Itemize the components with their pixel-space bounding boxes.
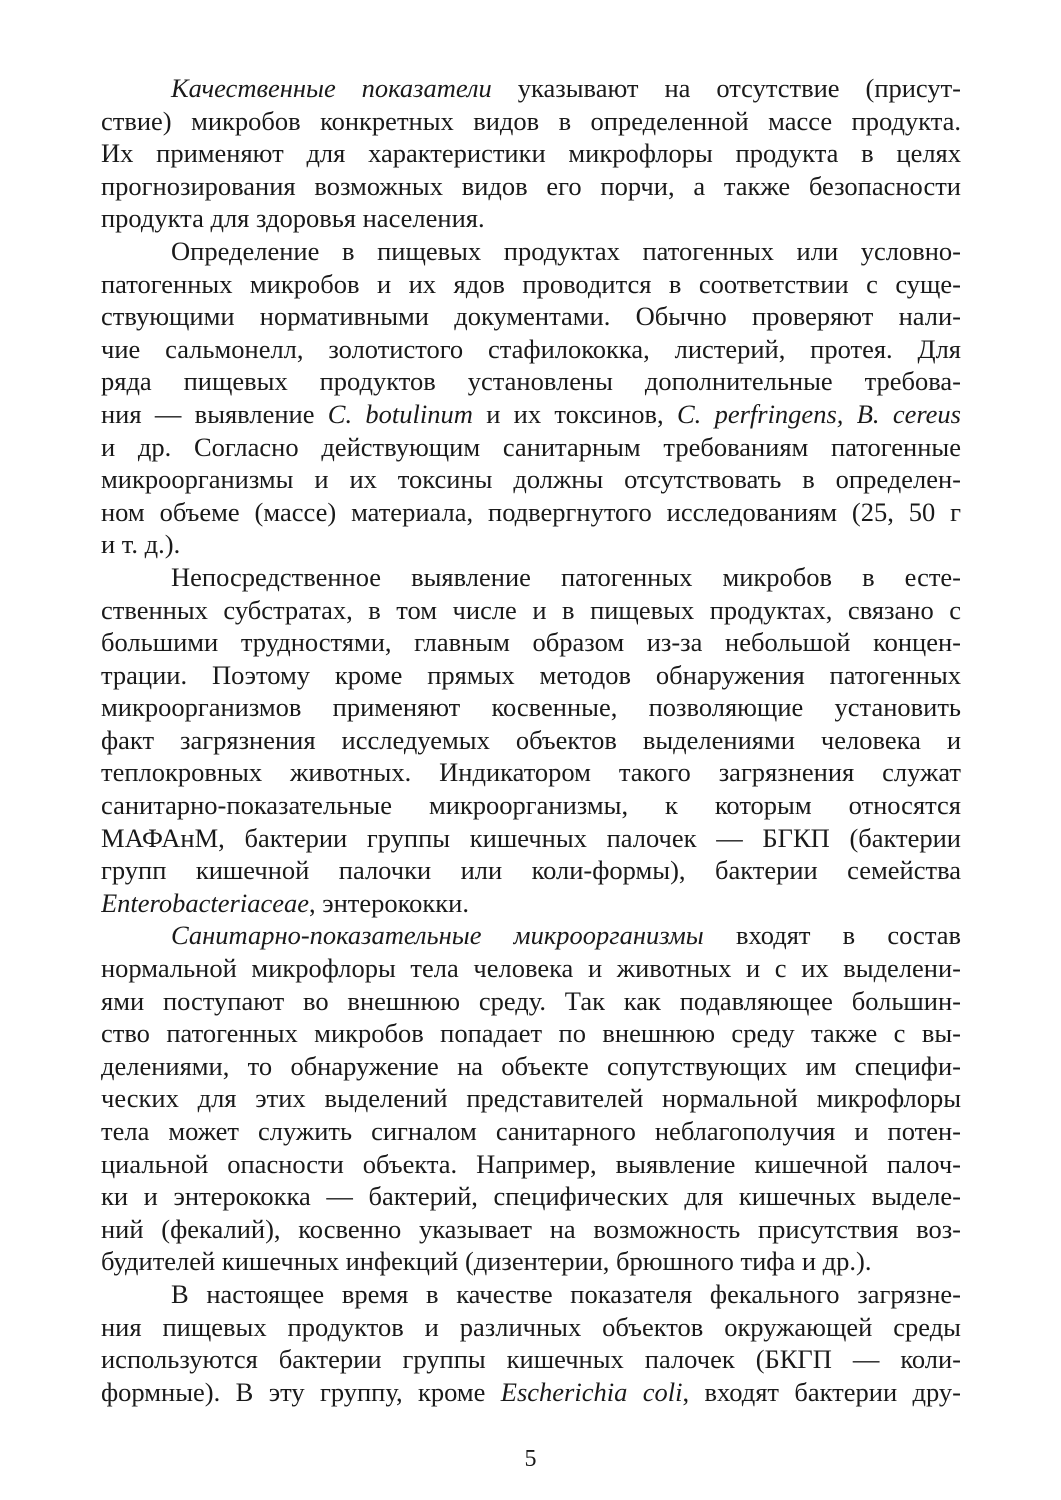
text-line	[101, 1343, 961, 1376]
text-segment: делениями, то обнаружение на объекте сопутствующих им специфи-	[101, 1050, 961, 1081]
text-line	[101, 691, 961, 724]
text-line	[101, 1213, 961, 1246]
text-segment: Определение в пищевых продуктах патогенных или условно-	[171, 235, 961, 266]
text-segment: нормальной микрофлоры тела человека и животных и с их выделени-	[101, 953, 961, 984]
text-segment: микроорганизмы и их токсины должны отсутствовать в определен-	[101, 464, 961, 495]
text-segment: будителей кишечных инфекций (дизентерии, брюшного тифа и др.).	[101, 1246, 872, 1277]
text-segment: трации. Поэтому кроме прямых методов обнаружения патогенных	[101, 659, 961, 690]
text-line	[101, 365, 961, 398]
text-segment: тела может служить сигналом санитарного неблагополучия и потен-	[101, 1116, 961, 1146]
text-line	[101, 854, 961, 887]
text-segment: и их токсинов,	[472, 398, 677, 429]
text-line	[101, 137, 961, 170]
text-line	[101, 1278, 961, 1311]
text-line	[101, 1115, 961, 1148]
text-line	[101, 822, 961, 855]
text-line	[101, 561, 961, 594]
italic-text: Качественные показатели	[171, 73, 492, 103]
text-segment: и т. д.).	[101, 529, 181, 560]
text-segment: факт загрязнения исследуемых объектов выделениями человека и	[101, 724, 961, 755]
text-line	[101, 496, 961, 529]
text-segment: входят в состав	[703, 920, 961, 951]
text-segment: групп кишечной палочки или коли-формы), бактерии семейства	[101, 855, 961, 886]
italic-text: Escherichia coli	[500, 1376, 683, 1407]
text-segment: указывают на отсутствие (присут-	[491, 73, 961, 103]
text-line	[101, 985, 961, 1018]
text-line	[101, 659, 961, 692]
text-segment: большими трудностями, главным образом из-за небольшой концен-	[101, 627, 961, 658]
text-segment: , энтерококки.	[309, 887, 469, 918]
italic-text: C. botulinum	[327, 398, 473, 429]
text-line	[101, 72, 961, 105]
text-segment: , входят бактерии дру-	[682, 1376, 961, 1407]
page-number: 5	[524, 1446, 537, 1472]
text-line	[101, 105, 961, 138]
text-line	[101, 431, 961, 464]
text-line	[101, 887, 961, 920]
text-segment: продукта для здоровья населения.	[101, 203, 485, 234]
text-line	[101, 333, 961, 366]
text-segment: ки и энтерококка — бактерий, специфических для кишечных выделе-	[101, 1181, 961, 1212]
text-line	[101, 202, 961, 235]
text-segment: чие сальмонелл, золотистого стафилококка, листерий, протея. Для	[101, 333, 961, 364]
text-segment: Их применяют для характеристики микрофлоры продукта в целях	[101, 138, 961, 169]
text-segment: ство патогенных микробов попадает по внешнюю среду также с вы-	[101, 1018, 961, 1049]
text-line	[101, 724, 961, 757]
text-segment: ственных субстратах, в том числе и в пищевых продуктах, связано с	[101, 594, 961, 625]
text-line	[101, 1050, 961, 1083]
text-line	[101, 528, 961, 561]
text-segment: циальной опасности объекта. Например, выявление кишечной палоч-	[101, 1148, 961, 1179]
text-segment: Непосредственное выявление патогенных микробов в есте-	[171, 561, 961, 592]
text-line	[101, 235, 961, 268]
text-line	[101, 1082, 961, 1115]
text-segment: санитарно-показательные микроорганизмы, к которым относятся	[101, 790, 961, 821]
italic-text: Санитарно-показательные микроорганизмы	[171, 920, 704, 951]
body-text	[101, 72, 961, 1408]
text-segment: и др. Согласно действующим санитарным требованиям патогенные	[101, 431, 961, 462]
text-segment: ний (фекалий), косвенно указывает на возможность присутствия воз-	[101, 1213, 961, 1244]
text-segment: ческих для этих выделений представителей нормальной микрофлоры	[101, 1083, 961, 1114]
text-segment: используются бактерии группы кишечных палочек (БКГП — коли-	[101, 1344, 961, 1375]
text-line	[101, 268, 961, 301]
text-segment: ном объеме (массе) материала, подвергнутого исследованиям (25, 50 г	[101, 496, 961, 527]
text-segment: прогнозирования возможных видов его порчи, а также безопасности	[101, 170, 961, 201]
text-line	[101, 300, 961, 333]
text-segment: ния — выявление	[101, 398, 328, 429]
text-segment: теплокровных животных. Индикатором такого загрязнения служат	[101, 757, 961, 788]
italic-text: Enterobacteriaceae	[101, 887, 309, 918]
text-line	[101, 398, 961, 431]
text-line	[101, 919, 961, 952]
text-segment: формные). В эту группу, кроме	[101, 1376, 501, 1407]
text-segment: В настоящее время в качестве показателя фекального загрязне-	[171, 1278, 961, 1309]
text-line	[101, 952, 961, 985]
text-segment: ствующими нормативными документами. Обычно проверяют нали-	[101, 301, 961, 332]
text-line	[101, 1017, 961, 1050]
text-segment: ями поступают во внешнюю среду. Так как подавляющее большин-	[101, 985, 961, 1016]
text-line	[101, 463, 961, 496]
text-segment: микроорганизмов применяют косвенные, позволяющие установить	[101, 692, 961, 723]
text-line	[101, 170, 961, 203]
text-line	[101, 756, 961, 789]
text-line	[101, 1148, 961, 1181]
text-line	[101, 1376, 961, 1409]
text-line	[101, 626, 961, 659]
text-line	[101, 1245, 961, 1278]
text-segment: ствие) микробов конкретных видов в определенной массе продукта.	[101, 105, 961, 136]
text-line	[101, 789, 961, 822]
italic-text: C. perfringens, B. cereus	[676, 398, 961, 429]
text-segment: ния пищевых продуктов и различных объектов окружающей среды	[101, 1311, 961, 1342]
text-segment: патогенных микробов и их ядов проводится в соответствии с суще-	[101, 268, 961, 299]
text-line	[101, 594, 961, 627]
text-line	[101, 1311, 961, 1344]
text-segment: МАФАнМ, бактерии группы кишечных палочек — БГКП (бактерии	[101, 822, 961, 853]
text-segment: ряда пищевых продуктов установлены дополнительные требова-	[101, 366, 961, 397]
text-line	[101, 1180, 961, 1213]
